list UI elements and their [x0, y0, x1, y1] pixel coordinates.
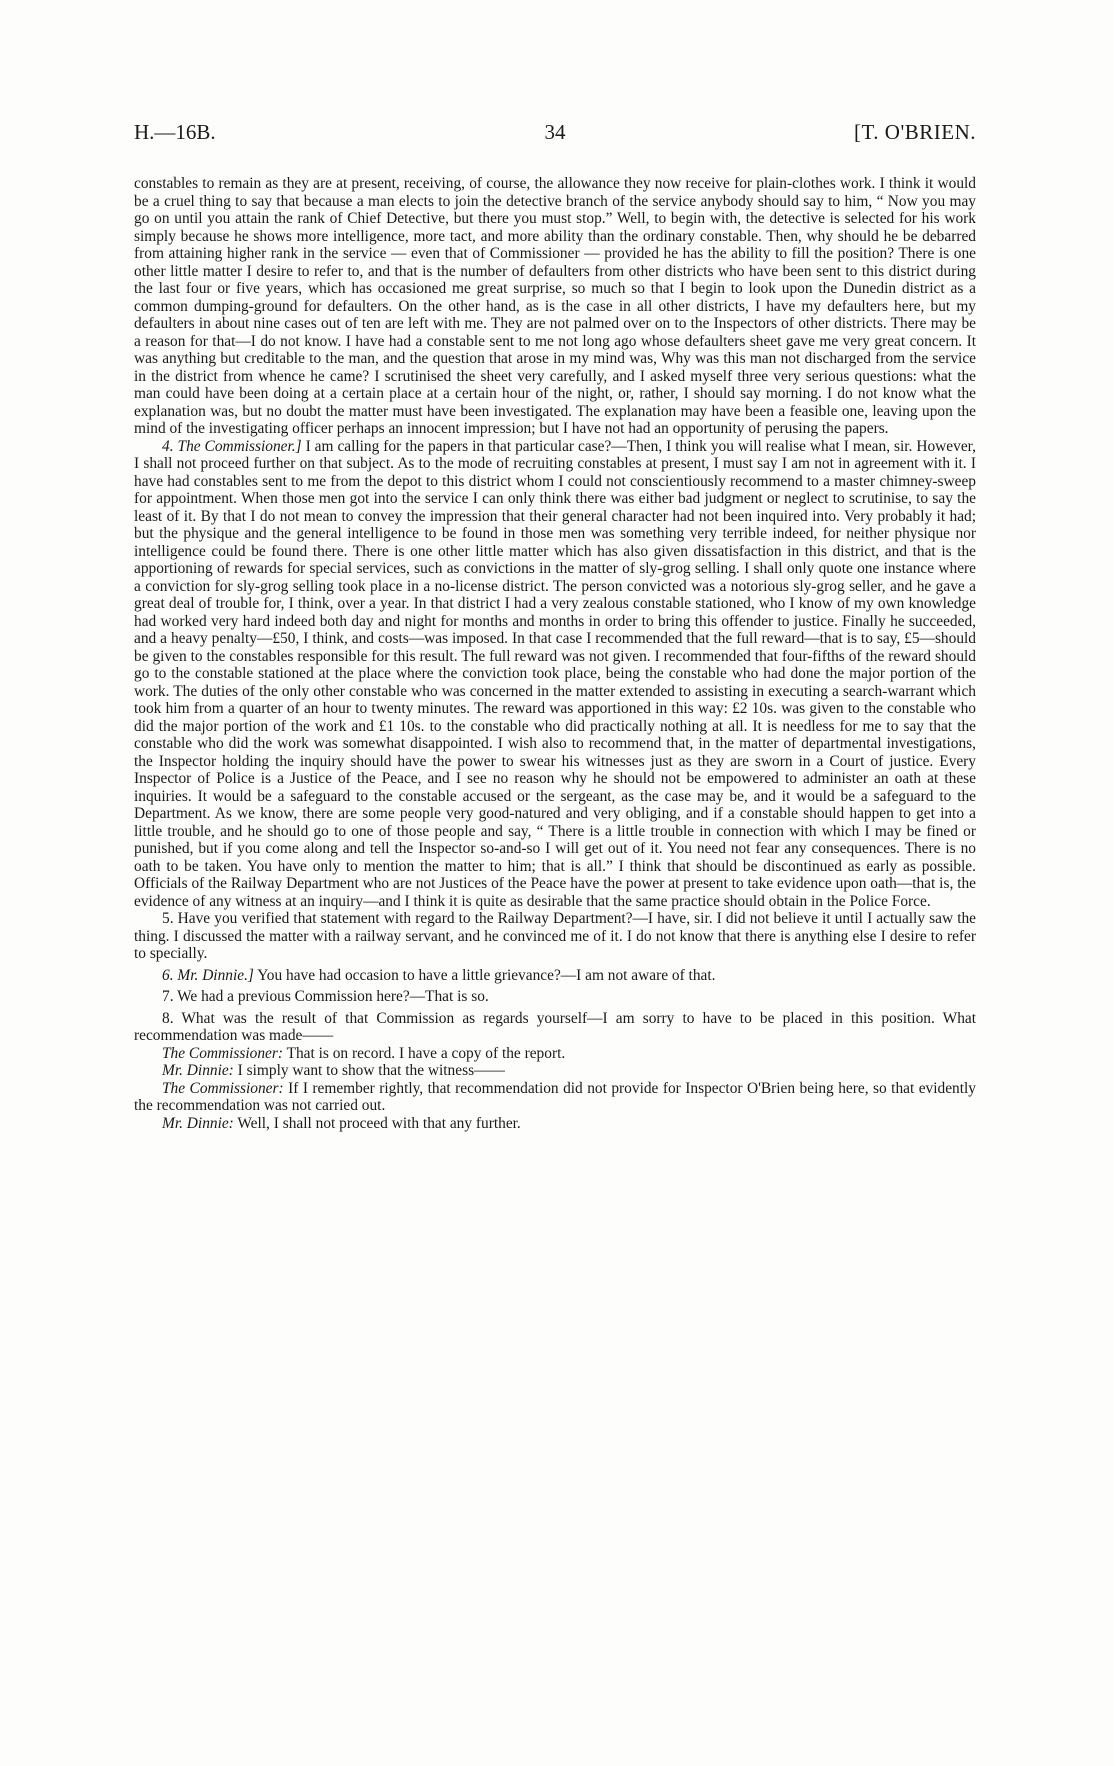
paragraph-1 [134, 175, 976, 438]
paragraph-6 [134, 1010, 976, 1045]
speaker-label: Mr. Dinnie: [162, 1114, 234, 1132]
paragraph-text: I am calling for the papers in that particular case?—Then, I think you will realise what I mean, sir. However, I shall not proceed further on that subject. As to the mode of recruiting constables at present, I must say I am not in agreement with it. I have had constables sent to me from the depot to this district whom I could not conscientiously recommend to a master chimney-sweep for appointment. When those men got into the service I can only think there was either bad judgment or neglect to scrutinise, to say the least of it. By that I do not mean to convey the impression that their general character had not been inquired into. Very probably it had; but the physique and the general intelligence to be found in those men was something very terrible indeed, for neither physique nor intelligence could be found there. There is one other little matter which has also given dissatisfaction in this district, and that is the apportioning of rewards for special services, such as convictions in the matter of sly-grog selling. I shall only quote one instance where a conviction for sly-grog selling took place in a no-license district. The person convicted was a notorious sly-grog seller, and he gave a great deal of trouble for, I think, over a year. In that district I had a very zealous constable stationed, who I know of my own knowledge had worked very hard indeed both day and night for months and months in order to bring this offender to justice. Finally he succeeded, and a heavy penalty—£50, I think, and costs—was imposed. In that case I recommended that the full reward—that is to say, £5—should be given to the constables responsible for this result. The full reward was not given. I recommended that four-fifths of the reward should go to the constable stationed at the place where the conviction took place, being the constable who had done the major portion of the work. The duties of the only other constable who was concerned in the matter extended to assisting in executing a search-warrant which took him from a quarter of an hour to twenty minutes. The reward was apportioned in this way: £2 10s. was given to the constable who did the major portion of the work and £1 10s. to the constable who did practically nothing at all. It is needless for me to say that the constable who did the work was somewhat disappointed. I wish also to recommend that, in the matter of departmental investigations, the Inspector holding the inquiry should have the power to swear his witnesses just as they are sworn in a Court of justice. Every Inspector of Police is a Justice of the Peace, and I see no reason why he should not be empowered to administer an oath at these inquiries. It would be a safeguard to the constable accused or the sergeant, as the case may be, and it would be a safeguard to the Department. As we know, there are some people very good-natured and very obliging, and if a constable should happen to get into a little trouble, and he should go to one of those people and say, “ There is a little trouble in connection with which I may be fined or punished, but if you come along and tell the Inspector so-and-so I will get out of it. You need not fear any consequences. There is no oath to be taken. You have only to mention the matter to him; that is all.” I think that should be discontinued as early as possible. Officials of the Railway Department who are not Justices of the Peace have the power at present to take evidence upon oath—that is, the evidence of any witness at an inquiry—and I think it is quite as desirable that the same practice should obtain in the Police Force. [134, 437, 977, 910]
paragraph-4 [134, 967, 976, 985]
paragraph-text: If I remember rightly, that recommendation did not provide for Inspector O'Brien being here, so that evidently the recommendation was not carried out. [134, 1079, 976, 1114]
page-number: 34 [544, 120, 566, 144]
paragraph-9 [134, 1080, 976, 1115]
paragraph-text: You have had occasion to have a little grievance?—I am not aware of that. [253, 966, 716, 984]
speaker-label: 4. The Commissioner.] [162, 437, 302, 455]
paragraph-3 [134, 910, 976, 963]
witness-name: [T. O'BRIEN. [854, 120, 976, 144]
paragraph-7 [134, 1045, 976, 1063]
paragraph-text: constables to remain as they are at present, receiving, of course, the allowance they now receive for plain-clothes work. I think it would be a cruel thing to say that because a man elects to join the detective branch of the service anybody should say to him, “ Now you may go on until you attain the rank of Chief Detective, but there you must stop.” Well, to begin with, the detective is selected for his work simply because he shows more intelligence, more tact, and more ability than the ordinary constable. Then, why should he be debarred from attaining higher rank in the service — even that of Commissioner — provided he has the ability to fill the position? There is one other little matter I desire to refer to, and that is the number of defaulters from other districts who have been sent to this district during the last four or five years, which has occasioned me great surprise, so much so that I begin to look upon the Dunedin district as a common dumping-ground for defaulters. On the other hand, as is the case in all other districts, I have my defaulters here, but my defaulters in about nine cases out of ten are left with me. They are not palmed over on to the Inspectors of other districts. There may be a reason for that—I do not know. I have had a constable sent to me not long ago whose defaulters sheet gave me very great concern. It was anything but creditable to the man, and the question that arose in my mind was, Why was this man not discharged from the service in the district from whence he came? I scrutinised the sheet very carefully, and I asked myself three very serious questions: what the man could have been doing at a certain place at a certain hour of the night, or, rather, I should say morning. I do not know what the explanation was, but no doubt the matter must have been investigated. The explanation may have been a feasible one, leaving upon the mind of the investigating officer perhaps an innocent impression; but I have not had an opportunity of perusing the papers. [134, 175, 976, 437]
paragraph-2 [134, 438, 976, 911]
paragraph-text: 8. What was the result of that Commission as regards yourself—I am sorry to have to be placed in this position. What recommendation was made—— [134, 1009, 976, 1044]
paragraph-text: That is on record. I have a copy of the report. [283, 1044, 566, 1062]
paragraph-8 [134, 1062, 976, 1080]
document-body [134, 175, 976, 1132]
paragraph-5 [134, 988, 976, 1006]
report-reference: H.—16B. [134, 120, 216, 144]
speaker-label: The Commissioner: [162, 1079, 284, 1097]
paragraph-text: 5. Have you verified that statement with regard to the Railway Department?—I have, sir. I did not believe it until I actually saw the thing. I discussed the matter with a railway servant, and he convinced me of it. I do not know that there is anything else I desire to refer to specially. [134, 910, 976, 962]
speaker-label: Mr. Dinnie: [162, 1062, 234, 1079]
speaker-label: 6. Mr. Dinnie.] [162, 966, 254, 984]
paragraph-text: Well, I shall not proceed with that any further. [233, 1114, 521, 1132]
paragraph-text: 7. We had a previous Commission here?—That is so. [162, 988, 489, 1005]
page-header [134, 120, 976, 154]
paragraph-10 [134, 1115, 976, 1133]
paragraph-text: I simply want to show that the witness—— [233, 1062, 505, 1079]
speaker-label: The Commissioner: [162, 1044, 283, 1062]
